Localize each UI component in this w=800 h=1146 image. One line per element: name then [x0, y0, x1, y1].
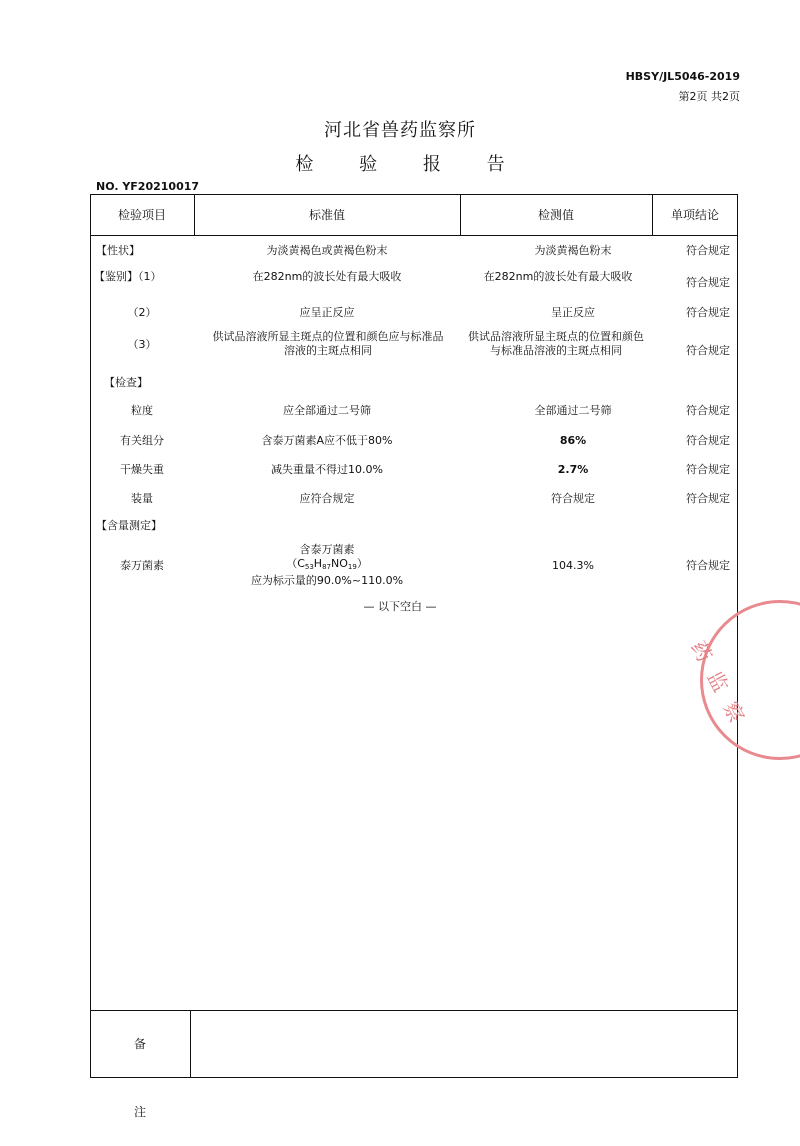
- remarks-label: 备 注: [133, 1037, 166, 1119]
- standard-cell: 供试品溶液所显主斑点的位置和颜色应与标准品溶液的主斑点相同: [212, 330, 444, 357]
- column-header-conclusion: 单项结论: [670, 208, 719, 222]
- standard-cell: 含泰万菌素A应不低于80%: [261, 434, 393, 447]
- report-number: NO. YF20210017: [96, 180, 200, 193]
- conclusion-cell: 符合规定: [686, 244, 730, 257]
- report-table-frame: [90, 194, 738, 1119]
- standard-line: 应为标示量的90.0%~110.0%: [250, 574, 404, 587]
- item-cell: （2）: [127, 306, 157, 319]
- section-heading-assay: 【含量测定】: [96, 519, 162, 532]
- conclusion-cell: 符合规定: [686, 344, 730, 357]
- standard-cell: 在282nm的波长处有最大吸收: [252, 270, 402, 283]
- conclusion-cell: 符合规定: [686, 404, 730, 417]
- standard-cell: 应符合规定: [299, 492, 355, 505]
- remarks-divider: [190, 1010, 191, 1078]
- column-header-result: 检测值: [537, 208, 574, 222]
- item-cell: 粒度: [131, 404, 153, 417]
- seal-text: 药 监 察: [686, 636, 751, 731]
- end-marker: — 以下空白 —: [363, 600, 437, 613]
- conclusion-cell: 符合规定: [686, 434, 730, 447]
- standard-cell: 应全部通过二号筛: [283, 404, 371, 417]
- column-header-item: 检验项目: [117, 208, 166, 222]
- conclusion-cell: 符合规定: [686, 306, 730, 319]
- result-cell: 86%: [559, 434, 587, 447]
- column-header-standard: 标准值: [308, 208, 345, 222]
- result-cell: 呈正反应: [551, 306, 595, 319]
- item-cell: 干燥失重: [120, 463, 164, 476]
- document-code: HBSY/JL5046-2019: [625, 70, 740, 83]
- conclusion-cell: 符合规定: [686, 559, 730, 572]
- molecular-formula: $(C_{53}H_{87}NO_{19})$: [286, 557, 368, 571]
- standard-cell: 减失重量不得过10.0%: [271, 463, 383, 476]
- conclusion-cell: 符合规定: [686, 463, 730, 476]
- item-cell: 泰万菌素: [120, 559, 164, 572]
- result-cell: 104.3%: [552, 559, 594, 572]
- result-cell: 符合规定: [551, 492, 595, 505]
- section-heading-inspection: 【检查】: [104, 376, 148, 389]
- item-cell: 有关组分: [120, 434, 164, 447]
- standard-cell: 为淡黄褐色或黄褐色粉末: [266, 244, 388, 257]
- page-info: 第2页 共2页: [678, 90, 740, 103]
- item-cell: 【鉴别】（1）: [94, 270, 162, 283]
- result-cell: 2.7%: [557, 463, 589, 476]
- organization-name: 河北省兽药监察所: [324, 120, 476, 141]
- conclusion-cell: 符合规定: [686, 276, 730, 289]
- result-cell: 在282nm的波长处有最大吸收: [483, 270, 633, 283]
- standard-line: 含泰万菌素: [299, 543, 355, 556]
- result-cell: 为淡黄褐色粉末: [534, 244, 612, 257]
- item-cell: （3）: [127, 338, 157, 351]
- standard-cell: [194, 543, 460, 588]
- report-title: 检 验 报 告: [295, 154, 525, 175]
- item-cell: 【性状】: [96, 244, 140, 257]
- result-cell: 供试品溶液所显主斑点的位置和颜色与标准品溶液的主斑点相同: [468, 330, 644, 357]
- item-cell: 装量: [131, 492, 153, 505]
- result-cell: 全部通过二号筛: [534, 404, 612, 417]
- standard-cell: 应呈正反应: [299, 306, 355, 319]
- conclusion-cell: 符合规定: [686, 492, 730, 505]
